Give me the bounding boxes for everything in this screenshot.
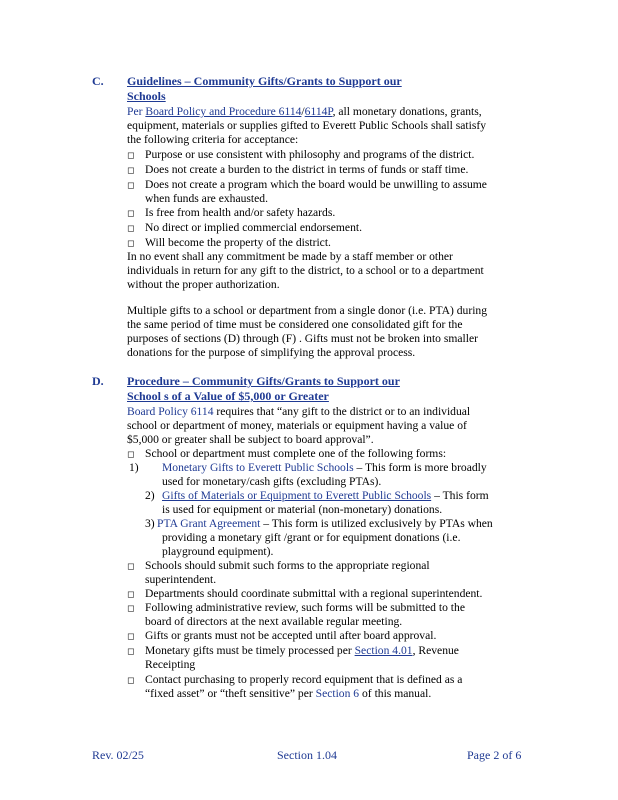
criteria-item: Will become the property of the district. <box>145 236 331 249</box>
section-d-title-line2: School s of a Value of $5,000 or Greater <box>127 389 329 403</box>
board-policy-6114-link-d[interactable]: Board Policy 6114 <box>127 405 214 418</box>
bullet-icon: ◻ <box>127 646 135 656</box>
form2-rest: – This form <box>431 489 489 502</box>
step-monetary-rest: , Revenue <box>412 644 459 657</box>
form1-line1 <box>162 461 487 475</box>
section-6-link[interactable]: Section 6 <box>315 687 360 700</box>
form2-line2: is used for equipment or material (non-monetary) donations. <box>162 503 443 516</box>
complete-forms-line: School or department must complete one of the following forms: <box>145 447 447 460</box>
bullet-icon: ◻ <box>127 589 135 599</box>
event-line: individuals in return for any gift to the district, to a school or to a department <box>127 264 484 277</box>
step-contact-line2 <box>145 687 431 701</box>
policy-line2: school or department of money, materials or equipment having a value of <box>127 419 467 432</box>
form3-rest: – This form is utilized exclusively by PTAs when <box>260 517 493 530</box>
intro-slash: / <box>301 105 305 118</box>
bullet-icon: ◻ <box>127 150 135 160</box>
step-line: Following administrative review, such forms will be submitted to the <box>145 601 465 614</box>
step-monetary-prefix: Monetary gifts must be timely processed per <box>145 644 355 657</box>
bullet-icon: ◻ <box>127 449 135 459</box>
pta-grant-agreement-link[interactable]: PTA Grant Agreement <box>157 517 261 530</box>
event-line: without the proper authorization. <box>127 278 280 291</box>
footer-revision: Rev. 02/25 <box>92 748 144 762</box>
criteria-item: Purpose or use consistent with philosophy and programs of the district. <box>145 148 475 161</box>
section-c-intro-line3: the following criteria for acceptance: <box>127 133 299 146</box>
multiple-gifts-line: donations for the purpose of simplifying the approval process. <box>127 346 416 359</box>
bullet-icon: ◻ <box>127 180 135 190</box>
section-c-title-line2: Schools <box>127 89 166 103</box>
step-contact-rest: of this manual. <box>359 687 432 700</box>
bullet-icon: ◻ <box>127 208 135 218</box>
gifts-of-materials-link[interactable]: Gifts of Materials or Equipment to Everett Public Schools <box>162 489 432 502</box>
board-policy-6114-link[interactable]: Board Policy and Procedure 6114 <box>145 105 302 118</box>
form3-line3: playground equipment). <box>162 545 274 558</box>
multiple-gifts-line: Multiple gifts to a school or department from a single donor (i.e. PTA) during <box>127 304 488 317</box>
section-c-intro-line2: equipment, materials or supplies gifted to Everett Public Schools shall satisfy <box>127 119 487 132</box>
intro-rest: , all monetary donations, grants, <box>332 105 482 118</box>
step-line: board of directors at the next available regular meeting. <box>145 615 403 628</box>
footer-page-number: Page 2 of 6 <box>467 748 522 762</box>
criteria-item-continued: when funds are exhausted. <box>145 192 268 205</box>
bullet-icon: ◻ <box>127 603 135 613</box>
form3-line1 <box>157 517 493 531</box>
multiple-gifts-line: purposes of sections (D) through (F) . Gifts must not be broken into smaller <box>127 332 478 345</box>
section-d-title-line1: Procedure – Community Gifts/Grants to Support our <box>127 374 400 388</box>
form2-number: 2) <box>145 489 155 502</box>
bullet-icon: ◻ <box>127 561 135 571</box>
section-c-intro-line1 <box>127 105 482 119</box>
bullet-icon: ◻ <box>127 238 135 248</box>
bullet-icon: ◻ <box>127 631 135 641</box>
step-line: Gifts or grants must not be accepted until after board approval. <box>145 629 437 642</box>
step-line: Departments should coordinate submittal with a regional superintendent. <box>145 587 483 600</box>
bullet-icon: ◻ <box>127 165 135 175</box>
section-d-letter: D. <box>92 374 104 388</box>
form3-number: 3) <box>145 517 155 530</box>
policy-line1-rest: requires that “any gift to the district or to an individual <box>213 405 471 418</box>
form2-line1 <box>162 489 489 503</box>
form3-line2: providing a monetary gift /grant or for equipment donations (i.e. <box>162 531 461 544</box>
form1-number: 1) <box>129 461 139 474</box>
criteria-item: No direct or implied commercial endorsement. <box>145 221 362 234</box>
form1-line2: used for monetary/cash gifts (excluding PTAs). <box>162 475 382 488</box>
bullet-icon: ◻ <box>127 675 135 685</box>
bullet-icon: ◻ <box>127 223 135 233</box>
step-contact-prefix: “fixed asset” or “theft sensitive” per <box>145 687 316 700</box>
footer-section: Section 1.04 <box>277 748 337 762</box>
event-line: In no event shall any commitment be made by a staff member or other <box>127 250 453 263</box>
policy-line1 <box>127 405 470 419</box>
step-monetary-line2: Receipting <box>145 658 196 671</box>
step-contact-line1: Contact purchasing to properly record equipment that is defined as a <box>145 673 463 686</box>
form1-rest: – This form is more broadly <box>353 461 487 474</box>
monetary-gifts-link[interactable]: Monetary Gifts to Everett Public Schools <box>162 461 354 474</box>
criteria-item: Does not create a program which the board would be unwilling to assume <box>145 178 487 191</box>
section-4-01-link[interactable]: Section 4.01 <box>354 644 413 657</box>
multiple-gifts-line: the same period of time must be considered one consolidated gift for the <box>127 318 463 331</box>
step-line: superintendent. <box>145 573 217 586</box>
step-monetary-line1 <box>145 644 459 658</box>
6114p-link[interactable]: 6114P <box>304 105 333 118</box>
criteria-item: Is free from health and/or safety hazards. <box>145 206 336 219</box>
criteria-item: Does not create a burden to the district in terms of funds or staff time. <box>145 163 469 176</box>
section-c-letter: C. <box>92 74 104 88</box>
intro-per: Per <box>127 105 146 118</box>
section-c-title-line1: Guidelines – Community Gifts/Grants to Support our <box>127 74 402 88</box>
step-line: Schools should submit such forms to the appropriate regional <box>145 559 430 572</box>
policy-line3: $5,000 or greater shall be subject to board approval”. <box>127 433 374 446</box>
